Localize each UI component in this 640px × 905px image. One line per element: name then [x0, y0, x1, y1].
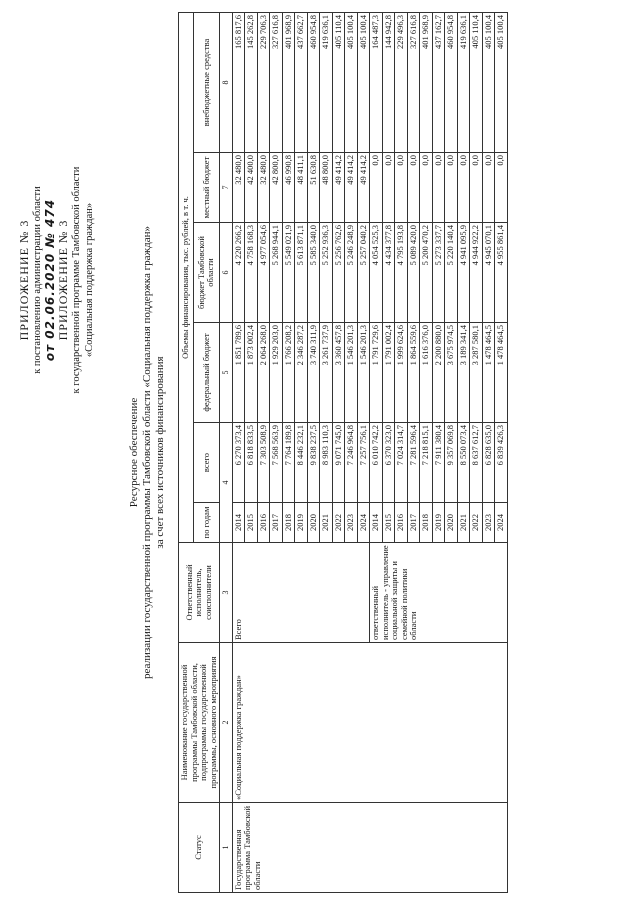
offbudget-cell: 405 110,4 — [332, 12, 345, 152]
header-local: местный бюджет — [193, 153, 219, 223]
federal-cell: 3 360 457,8 — [332, 323, 345, 423]
year-cell: 2015 — [382, 503, 395, 543]
year-cell: 2024 — [357, 503, 370, 543]
local-cell: 0,0 — [395, 153, 408, 223]
year-cell: 2017 — [270, 503, 283, 543]
program-line-2: «Социальная поддержка граждан» — [84, 202, 95, 358]
col-number: 8 — [220, 12, 233, 152]
col-number: 5 — [220, 323, 233, 423]
decree-date-number: от 02.06.2020 № 474 — [43, 198, 57, 362]
offbudget-cell: 405 100,4 — [345, 12, 358, 152]
col-number: 4 — [220, 423, 233, 543]
local-cell: 0,0 — [382, 153, 395, 223]
total-cell: 8 983 110,3 — [320, 423, 333, 503]
regional-cell: 5 268 944,1 — [270, 223, 283, 323]
document-title — [128, 0, 167, 905]
decree-line: к постановлению администрации области — [32, 186, 43, 374]
local-cell: 0,0 — [370, 153, 383, 223]
year-cell: 2020 — [445, 503, 458, 543]
local-cell: 0,0 — [482, 153, 495, 223]
offbudget-cell: 437 662,7 — [295, 12, 308, 152]
federal-cell: 2 346 287,2 — [295, 323, 308, 423]
federal-cell: 1 766 208,2 — [282, 323, 295, 423]
total-cell: 7 911 380,4 — [432, 423, 445, 503]
year-cell: 2023 — [345, 503, 358, 543]
regional-cell: 5 089 420,0 — [407, 223, 420, 323]
regional-cell: 5 256 762,6 — [332, 223, 345, 323]
regional-cell: 4 054 525,3 — [370, 223, 383, 323]
offbudget-cell: 327 616,8 — [407, 12, 420, 152]
table-body — [232, 12, 507, 892]
program-name-cell: «Социальная поддержка граждан» — [232, 643, 507, 803]
federal-cell: 1 929 203,0 — [270, 323, 283, 423]
total-cell: 6 010 742,2 — [370, 423, 383, 503]
federal-cell: 1 546 201,3 — [357, 323, 370, 423]
total-cell: 7 246 964,8 — [345, 423, 358, 503]
executor-cell: ответственный исполнитель - управление социальной защиты и семейной политики области — [370, 543, 508, 643]
total-cell: 8 550 073,4 — [457, 423, 470, 503]
federal-cell: 1 851 789,6 — [232, 323, 245, 423]
regional-cell: 4 941 095,9 — [457, 223, 470, 323]
local-cell: 0,0 — [432, 153, 445, 223]
title-line-2: реализации государственной программы Тамбовской области «Социальная поддержка граждан» — [141, 226, 153, 679]
offbudget-cell: 401 968,9 — [282, 12, 295, 152]
offbudget-cell: 165 817,6 — [232, 12, 245, 152]
regional-cell: 5 613 871,1 — [295, 223, 308, 323]
local-cell: 49 414,2 — [345, 153, 358, 223]
status-cell: Государственная программа Тамбовской области — [232, 803, 507, 893]
federal-cell: 1 999 624,6 — [395, 323, 408, 423]
local-cell: 0,0 — [420, 153, 433, 223]
local-cell: 32 480,0 — [232, 153, 245, 223]
offbudget-cell: 419 636,1 — [457, 12, 470, 152]
regional-cell: 5 257 040,2 — [357, 223, 370, 323]
regional-cell: 4 977 054,6 — [257, 223, 270, 323]
local-cell: 0,0 — [470, 153, 483, 223]
total-cell: 7 568 563,9 — [270, 423, 283, 503]
total-cell: 8 637 612,7 — [470, 423, 483, 503]
year-cell: 2023 — [482, 503, 495, 543]
title-line-1: Ресурсное обеспечение — [128, 397, 140, 508]
header-status: Статус — [179, 803, 220, 893]
year-cell: 2022 — [332, 503, 345, 543]
header-regional: бюджет Тамбовской области — [193, 223, 219, 323]
total-cell: 7 218 815,1 — [420, 423, 433, 503]
federal-cell: 3 287 580,1 — [470, 323, 483, 423]
total-cell: 7 024 314,7 — [395, 423, 408, 503]
offbudget-cell: 145 262,8 — [245, 12, 258, 152]
appendix-header — [18, 100, 96, 460]
total-cell: 9 071 745,0 — [332, 423, 345, 503]
offbudget-cell: 405 110,4 — [470, 12, 483, 152]
local-cell: 32 480,0 — [257, 153, 270, 223]
col-number: 3 — [220, 543, 233, 643]
title-line-3: за счет всех источников финансирования — [154, 356, 166, 549]
year-cell: 2018 — [420, 503, 433, 543]
total-cell: 6 818 833,5 — [245, 423, 258, 503]
regional-cell: 4 955 861,4 — [495, 223, 508, 323]
regional-cell: 4 944 922,2 — [470, 223, 483, 323]
year-cell: 2014 — [370, 503, 383, 543]
local-cell: 49 414,2 — [332, 153, 345, 223]
year-cell: 2019 — [295, 503, 308, 543]
total-cell: 7 281 596,4 — [407, 423, 420, 503]
offbudget-cell: 437 162,7 — [432, 12, 445, 152]
federal-cell: 1 864 559,6 — [407, 323, 420, 423]
funding-table — [178, 12, 508, 893]
header-offbudget: внебюджетные средства — [193, 12, 219, 152]
local-cell: 0,0 — [445, 153, 458, 223]
col-number: 6 — [220, 223, 233, 323]
regional-cell: 4 795 193,8 — [395, 223, 408, 323]
offbudget-cell: 229 496,3 — [395, 12, 408, 152]
offbudget-cell: 419 636,1 — [320, 12, 333, 152]
header-federal: федеральный бюджет — [193, 323, 219, 423]
total-cell: 8 446 232,1 — [295, 423, 308, 503]
offbudget-cell: 405 100,4 — [495, 12, 508, 152]
total-cell: 6 839 426,3 — [495, 423, 508, 503]
year-cell: 2016 — [395, 503, 408, 543]
header-volumes: Объемы финансирования, тыс. рублей, в т. ч. — [179, 12, 194, 542]
offbudget-cell: 405 100,4 — [357, 12, 370, 152]
regional-cell: 4 758 168,3 — [245, 223, 258, 323]
federal-cell: 1 873 002,4 — [245, 323, 258, 423]
local-cell: 42 800,0 — [270, 153, 283, 223]
regional-cell: 4 220 266,2 — [232, 223, 245, 323]
regional-cell: 5 200 470,2 — [420, 223, 433, 323]
offbudget-cell: 327 616,8 — [270, 12, 283, 152]
regional-cell: 5 252 936,3 — [320, 223, 333, 323]
offbudget-cell: 164 487,3 — [370, 12, 383, 152]
local-cell: 42 400,0 — [245, 153, 258, 223]
program-line-1: к государственной программе Тамбовской области — [71, 166, 82, 394]
total-cell: 6 270 373,4 — [232, 423, 245, 503]
total-cell: 7 257 756,1 — [357, 423, 370, 503]
regional-cell: 5 273 337,7 — [432, 223, 445, 323]
year-cell: 2020 — [307, 503, 320, 543]
header-name: Наименование государственной программы Тамбовской области, подпрограммы государственной программы, основного мероприятия — [179, 643, 220, 803]
year-cell: 2021 — [320, 503, 333, 543]
federal-cell: 3 189 341,4 — [457, 323, 470, 423]
table-row — [232, 12, 245, 892]
regional-cell: 5 585 340,0 — [307, 223, 320, 323]
total-cell: 6 828 635,0 — [482, 423, 495, 503]
regional-cell: 5 246 248,9 — [345, 223, 358, 323]
total-cell: 7 303 508,9 — [257, 423, 270, 503]
federal-cell: 3 261 737,9 — [320, 323, 333, 423]
federal-cell: 1 791 002,4 — [382, 323, 395, 423]
col-number: 7 — [220, 153, 233, 223]
regional-cell: 4 434 377,8 — [382, 223, 395, 323]
federal-cell: 2 064 268,0 — [257, 323, 270, 423]
executor-cell: Всего — [232, 543, 370, 643]
offbudget-cell: 405 100,4 — [482, 12, 495, 152]
offbudget-cell: 144 942,8 — [382, 12, 395, 152]
regional-cell: 5 220 140,4 — [445, 223, 458, 323]
federal-cell: 1 791 729,6 — [370, 323, 383, 423]
regional-cell: 4 945 070,1 — [482, 223, 495, 323]
federal-cell: 1 546 201,3 — [345, 323, 358, 423]
local-cell: 49 414,2 — [357, 153, 370, 223]
local-cell: 46 990,8 — [282, 153, 295, 223]
offbudget-cell: 401 968,9 — [420, 12, 433, 152]
regional-cell: 5 549 021,9 — [282, 223, 295, 323]
header-executor: Ответственный исполнитель, соисполнители — [179, 543, 220, 643]
year-cell: 2019 — [432, 503, 445, 543]
year-cell: 2018 — [282, 503, 295, 543]
total-cell: 9 838 237,5 — [307, 423, 320, 503]
federal-cell: 2 200 880,0 — [432, 323, 445, 423]
federal-cell: 3 675 974,5 — [445, 323, 458, 423]
local-cell: 51 630,8 — [307, 153, 320, 223]
year-cell: 2015 — [245, 503, 258, 543]
total-cell: 6 370 323,0 — [382, 423, 395, 503]
year-cell: 2021 — [457, 503, 470, 543]
total-cell: 7 764 189,8 — [282, 423, 295, 503]
offbudget-cell: 229 706,3 — [257, 12, 270, 152]
col-number: 2 — [220, 643, 233, 803]
local-cell: 48 411,1 — [295, 153, 308, 223]
federal-cell: 1 616 376,0 — [420, 323, 433, 423]
year-cell: 2016 — [257, 503, 270, 543]
offbudget-cell: 460 954,8 — [445, 12, 458, 152]
offbudget-cell: 460 954,8 — [307, 12, 320, 152]
appendix-title: ПРИЛОЖЕНИЕ № 3 — [17, 219, 31, 341]
header-total: всего — [193, 423, 219, 503]
federal-cell: 3 740 311,9 — [307, 323, 320, 423]
federal-cell: 1 478 464,5 — [495, 323, 508, 423]
col-number: 1 — [220, 803, 233, 893]
local-cell: 0,0 — [457, 153, 470, 223]
year-cell: 2022 — [470, 503, 483, 543]
year-cell: 2017 — [407, 503, 420, 543]
header-years: по годам — [193, 503, 219, 543]
local-cell: 0,0 — [407, 153, 420, 223]
appendix-title-2: ПРИЛОЖЕНИЕ № 3 — [56, 219, 70, 341]
federal-cell: 1 478 464,5 — [482, 323, 495, 423]
local-cell: 0,0 — [495, 153, 508, 223]
local-cell: 48 800,0 — [320, 153, 333, 223]
year-cell: 2014 — [232, 503, 245, 543]
total-cell: 9 357 069,8 — [445, 423, 458, 503]
year-cell: 2024 — [495, 503, 508, 543]
